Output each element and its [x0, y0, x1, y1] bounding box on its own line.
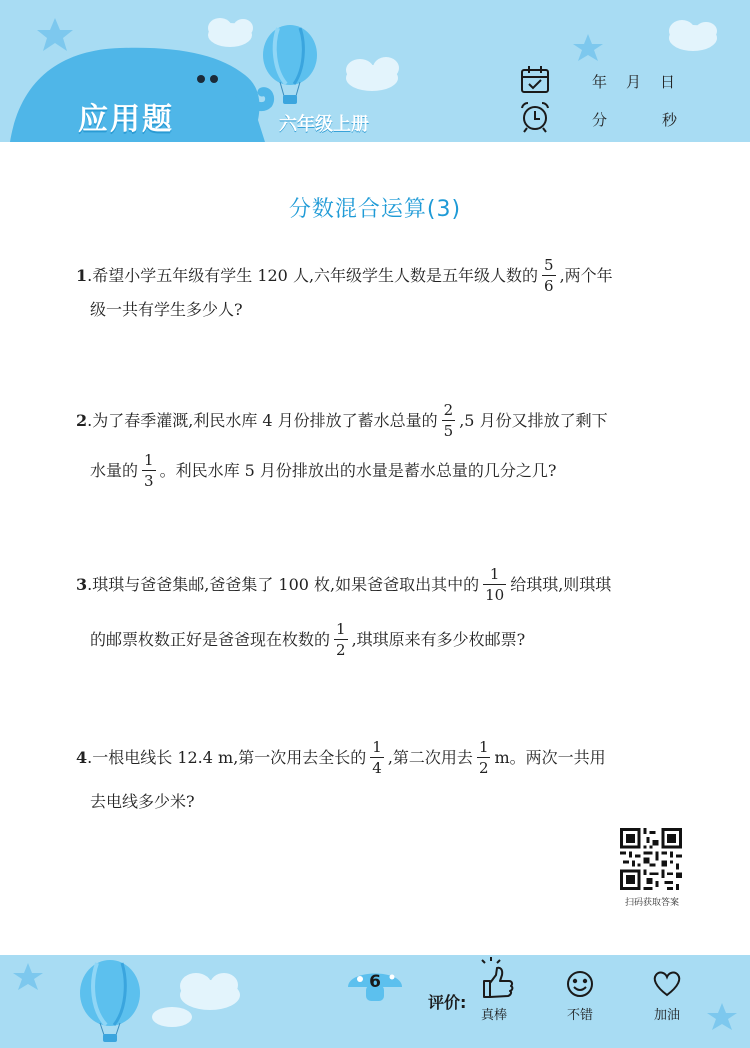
problem-line — [76, 738, 606, 777]
problem-number: 1 — [76, 265, 88, 285]
problem-text: ,琪琪原来有多少枚邮票? — [351, 629, 526, 649]
problem-number: 3 — [76, 574, 88, 594]
fraction-denominator: 3 — [144, 472, 154, 490]
page-number: 6 — [369, 972, 381, 992]
fraction-numerator: 5 — [544, 256, 554, 274]
fraction-denominator: 4 — [372, 759, 382, 777]
fraction-numerator: 1 — [372, 738, 382, 756]
fraction — [442, 401, 456, 440]
problem-text: ,5 月份又排放了剩下 — [459, 410, 608, 430]
fraction — [483, 565, 506, 604]
problem-line — [90, 620, 525, 659]
year-label: 年 — [592, 73, 608, 91]
problem-line — [76, 565, 611, 604]
second-label: 秒 — [662, 111, 678, 129]
fraction-numerator: 1 — [489, 565, 500, 583]
problem-number: 2 — [76, 410, 88, 430]
fraction-denominator: 2 — [336, 641, 346, 659]
qr-code-icon[interactable] — [620, 828, 682, 890]
fraction-numerator: 1 — [144, 451, 154, 469]
alarm-clock-icon — [522, 103, 548, 132]
heart-icon — [655, 973, 679, 995]
problem-line — [90, 451, 557, 490]
rating-caption: 真棒 — [480, 1008, 507, 1023]
problem-number: 4 — [76, 747, 88, 767]
problem-text: .一根电线长 12.4 m,第一次用去全长的 — [87, 747, 367, 767]
fraction-denominator: 10 — [485, 586, 505, 604]
grade-label: 六年级上册 — [279, 114, 369, 135]
rating-caption: 不错 — [566, 1008, 593, 1023]
fraction-numerator: 1 — [478, 738, 489, 756]
rating-caption: 加油 — [653, 1008, 680, 1023]
minute-label: 分 — [592, 111, 608, 129]
fraction-denominator: 5 — [443, 422, 454, 440]
calendar-icon — [522, 66, 548, 92]
problem-line — [90, 792, 195, 812]
thumbs-up-icon — [482, 957, 512, 997]
problem-line — [90, 300, 243, 320]
problem-text: 。利民水库 5 月份排放出的水量是蓄水总量的几分之几? — [159, 460, 557, 480]
fraction — [334, 620, 348, 659]
problem-text: 去电线多少米? — [90, 792, 195, 811]
problem-text: m。两次一共用 — [494, 747, 606, 767]
fraction-denominator: 2 — [478, 759, 489, 777]
fraction — [542, 256, 556, 295]
app-title: 应用题 — [78, 102, 174, 137]
problem-line — [76, 256, 613, 295]
smiley-icon — [568, 972, 592, 996]
rating-label: 评价: — [428, 993, 467, 1012]
footer-banner — [0, 955, 750, 1048]
fraction-numerator: 2 — [443, 401, 454, 419]
problem-text: .琪琪与爸爸集邮,爸爸集了 100 枚,如果爸爸取出其中的 — [87, 574, 480, 594]
fraction — [142, 451, 156, 490]
cloud-icon — [152, 973, 240, 1027]
problem-text: ,第二次用去 — [387, 747, 473, 767]
hot-air-balloon-icon — [80, 960, 140, 1042]
problem-text: 给琪琪,则琪琪 — [510, 574, 612, 594]
problem-line — [76, 401, 608, 440]
problem-text: 水量的 — [90, 460, 139, 480]
page-title: 分数混合运算(3) — [288, 197, 462, 222]
problem-text: 的邮票枚数正好是爸爸现在枚数的 — [90, 629, 331, 649]
day-label: 日 — [660, 73, 676, 91]
problem-text: .希望小学五年级有学生 120 人,六年级学生人数是五年级人数的 — [87, 265, 539, 285]
problem-text: 级一共有学生多少人? — [90, 300, 243, 319]
header-banner — [0, 0, 750, 142]
fraction — [370, 738, 384, 777]
problem-text: .为了春季灌溉,利民水库 4 月份排放了蓄水总量的 — [87, 410, 438, 430]
qr-caption: 扫码获取答案 — [624, 898, 679, 908]
fraction-numerator: 1 — [336, 620, 346, 638]
fraction-denominator: 6 — [544, 277, 554, 295]
problem-text: ,两个年 — [559, 265, 613, 285]
month-label: 月 — [626, 73, 642, 91]
fraction — [477, 738, 491, 777]
